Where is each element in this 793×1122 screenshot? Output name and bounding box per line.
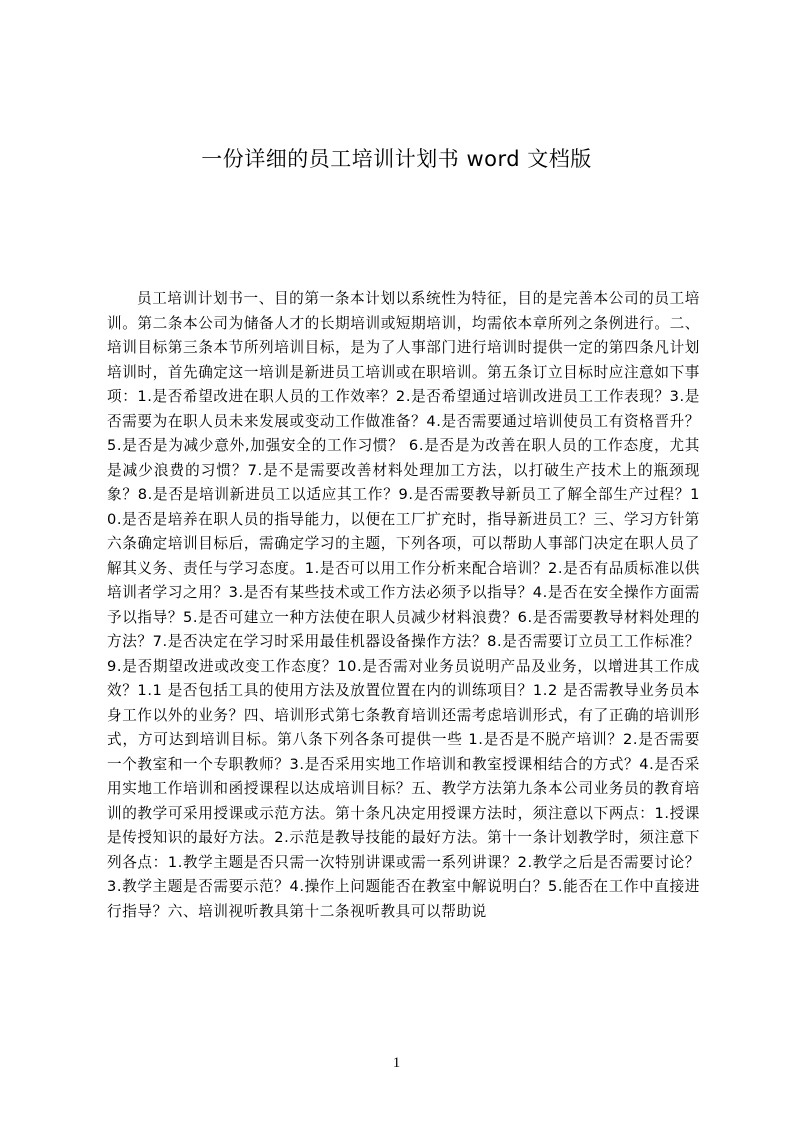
document-title: 一份详细的员工培训计划书 word 文档版 [201,147,592,171]
page-number: 1 [392,1055,401,1071]
document-body-paragraph: 员工培训计划书一、目的第一条本计划以系统性为特征，目的是完善本公司的员工培训。第二条本公司为储备人才的长期培训或短期培训，均需依本章所列之条例进行。二、培训目标第三条本节所列培训目标，是为了人事部门进行培训时提供一定的第四条凡计划培训时，首先确定这一培训是新进员工培训或在职培训。第五条订立目标时应注意如下事项：1.是否希望改进在职人员的工作效率？2.是否希望通过培训改进员工工作表现？3.是否需要为在职人员未来发展或变动工作做准备？4.是否需要通过培训使员工有资格晋升？5.是否是为减少意外,加强安全的工作习惯？ 6.是否是为改善在职人员的工作态度，尤其是减少浪费的习惯？7.是不是需要改善材料处理加工方法，以打破生产技术上的瓶颈现象？8.是否是培训新进员工以适应其工作？9.是否需要教导新员工了解全部生产过程？10.是否是培养在职人员的指导能力，以便在工厂扩充时，指导新进员工？三、学习方针第六条确定培训目标后，需确定学习的主题，下列各项，可以帮助人事部门决定在职人员了解其义务、责任与学习态度。1.是否可以用工作分析来配合培训？2.是否有品质标准以供培训者学习之用？3.是否有某些技术或工作方法必须予以指导？4.是否在安全操作方面需予以指导？5.是否可建立一种方法使在职人员减少材料浪费？6.是否需要教导材料处理的方法？7.是否决定在学习时采用最佳机器设备操作方法？8.是否需要订立员工工作标准？9.是否期望改进或改变工作态度？10.是否需对业务员说明产品及业务，以增进其工作成效？1.1 是否包括工具的使用方法及放置位置在内的训练项目？1.2 是否需教导业务员本身工作以外的业务？四、培训形式第七条教育培训还需考虑培训形式，有了正确的培训形式，方可达到培训目标。第八条下列各条可提供一些 1.是否是不脱产培训？2.是否需要一个教室和一个专职教师？3.是否采用实地工作培训和教室授课相结合的方式？4.是否采用实地工作培训和函授课程以达成培训目标？五、教学方法第九条本公司业务员的教育培训的教学可采用授课或示范方法。第十条凡决定用授课方法时，须注意以下两点：1.授课是传授知识的最好方法。2.示范是教导技能的最好方法。第十一条计划教学时，须注意下列各点：1.教学主题是否只需一次特别讲课或需一系列讲课？2.教学之后是否需要讨论？3.教学主题是否需要示范？4.操作上问题能否在教室中解说明白？5.能否在工作中直接进行指导？六、培训视听教具第十二条视听教具可以帮助说 [107,290,700,920]
